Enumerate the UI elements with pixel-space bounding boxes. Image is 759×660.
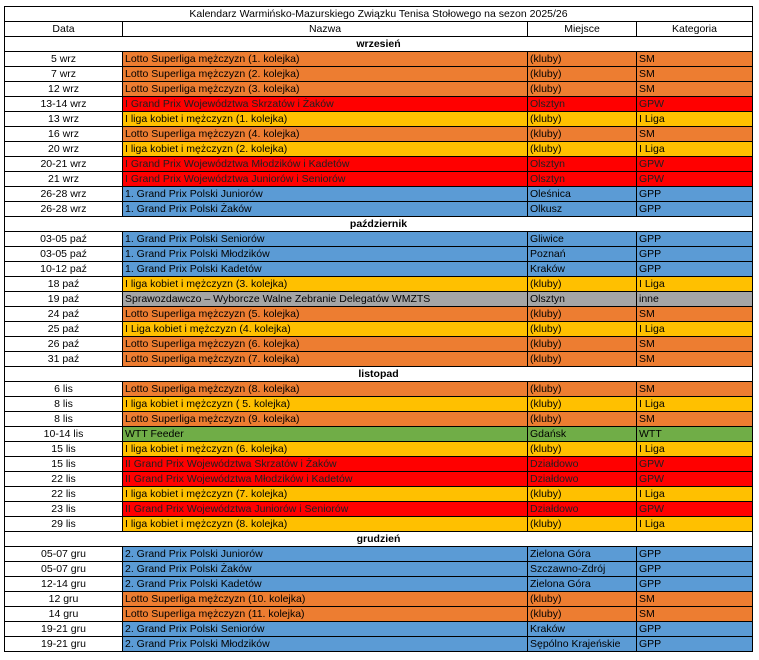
month-header-row bbox=[5, 532, 753, 547]
event-name: 1. Grand Prix Polski Seniorów bbox=[123, 232, 528, 247]
event-category: I Liga bbox=[637, 322, 753, 337]
event-place: (kluby) bbox=[528, 52, 637, 67]
event-place: (kluby) bbox=[528, 307, 637, 322]
event-place: Sępólno Krajeńskie bbox=[528, 637, 637, 652]
event-name: Lotto Superliga mężczyzn (4. kolejka) bbox=[123, 127, 528, 142]
event-name: I liga kobiet i mężczyzn (6. kolejka) bbox=[123, 442, 528, 457]
event-category: I Liga bbox=[637, 397, 753, 412]
calendar-body bbox=[5, 7, 753, 652]
event-category: I Liga bbox=[637, 517, 753, 532]
event-name: I liga kobiet i mężczyzn (3. kolejka) bbox=[123, 277, 528, 292]
event-row bbox=[5, 187, 753, 202]
event-row bbox=[5, 82, 753, 97]
event-place: Zielona Góra bbox=[528, 547, 637, 562]
event-place: (kluby) bbox=[528, 142, 637, 157]
event-name: 1. Grand Prix Polski Juniorów bbox=[123, 187, 528, 202]
event-date: 10-14 lis bbox=[5, 427, 123, 442]
column-header-name: Nazwa bbox=[123, 22, 528, 37]
event-row bbox=[5, 142, 753, 157]
event-name: I liga kobiet i mężczyzn (8. kolejka) bbox=[123, 517, 528, 532]
event-name: I Grand Prix Województwa Skrzatów i Żaków bbox=[123, 97, 528, 112]
event-place: (kluby) bbox=[528, 442, 637, 457]
event-date: 29 lis bbox=[5, 517, 123, 532]
event-name: Lotto Superliga mężczyzn (1. kolejka) bbox=[123, 52, 528, 67]
month-header-row bbox=[5, 37, 753, 52]
event-date: 20 wrz bbox=[5, 142, 123, 157]
event-row bbox=[5, 487, 753, 502]
event-place: (kluby) bbox=[528, 487, 637, 502]
event-category: SM bbox=[637, 352, 753, 367]
event-date: 20-21 wrz bbox=[5, 157, 123, 172]
event-row bbox=[5, 67, 753, 82]
event-row bbox=[5, 307, 753, 322]
event-category: SM bbox=[637, 607, 753, 622]
event-date: 25 paź bbox=[5, 322, 123, 337]
event-name: II Grand Prix Województwa Skrzatów i Żaków bbox=[123, 457, 528, 472]
event-name: I Grand Prix Województwa Młodzików i Kadetów bbox=[123, 157, 528, 172]
event-row bbox=[5, 112, 753, 127]
column-header-place: Miejsce bbox=[528, 22, 637, 37]
event-name: Lotto Superliga mężczyzn (5. kolejka) bbox=[123, 307, 528, 322]
event-date: 24 paź bbox=[5, 307, 123, 322]
event-name: Lotto Superliga mężczyzn (11. kolejka) bbox=[123, 607, 528, 622]
event-row bbox=[5, 382, 753, 397]
event-category: I Liga bbox=[637, 487, 753, 502]
event-row bbox=[5, 637, 753, 652]
event-date: 10-12 paź bbox=[5, 262, 123, 277]
event-row bbox=[5, 277, 753, 292]
event-row bbox=[5, 397, 753, 412]
event-category: GPW bbox=[637, 97, 753, 112]
event-row bbox=[5, 52, 753, 67]
event-name: Lotto Superliga mężczyzn (2. kolejka) bbox=[123, 67, 528, 82]
event-date: 31 paź bbox=[5, 352, 123, 367]
event-category: GPP bbox=[637, 622, 753, 637]
event-row bbox=[5, 502, 753, 517]
event-date: 23 lis bbox=[5, 502, 123, 517]
event-row bbox=[5, 352, 753, 367]
event-category: SM bbox=[637, 337, 753, 352]
event-place: Olkusz bbox=[528, 202, 637, 217]
event-date: 5 wrz bbox=[5, 52, 123, 67]
event-place: (kluby) bbox=[528, 412, 637, 427]
event-place: Działdowo bbox=[528, 457, 637, 472]
event-category: GPP bbox=[637, 637, 753, 652]
event-place: (kluby) bbox=[528, 277, 637, 292]
event-name: Lotto Superliga mężczyzn (9. kolejka) bbox=[123, 412, 528, 427]
event-row bbox=[5, 427, 753, 442]
event-category: I Liga bbox=[637, 277, 753, 292]
event-name: 2. Grand Prix Polski Juniorów bbox=[123, 547, 528, 562]
column-header-date: Data bbox=[5, 22, 123, 37]
event-date: 22 lis bbox=[5, 487, 123, 502]
event-name: 2. Grand Prix Polski Żaków bbox=[123, 562, 528, 577]
event-date: 15 lis bbox=[5, 442, 123, 457]
event-category: GPP bbox=[637, 202, 753, 217]
event-date: 05-07 gru bbox=[5, 547, 123, 562]
event-date: 13 wrz bbox=[5, 112, 123, 127]
column-header-category: Kategoria bbox=[637, 22, 753, 37]
event-date: 16 wrz bbox=[5, 127, 123, 142]
event-place: Olsztyn bbox=[528, 97, 637, 112]
event-row bbox=[5, 607, 753, 622]
event-place: (kluby) bbox=[528, 127, 637, 142]
event-row bbox=[5, 172, 753, 187]
event-date: 19 paź bbox=[5, 292, 123, 307]
event-date: 26-28 wrz bbox=[5, 187, 123, 202]
event-place: Działdowo bbox=[528, 502, 637, 517]
event-name: I Liga kobiet i mężczyzn (4. kolejka) bbox=[123, 322, 528, 337]
event-date: 26-28 wrz bbox=[5, 202, 123, 217]
event-date: 03-05 paź bbox=[5, 232, 123, 247]
event-row bbox=[5, 472, 753, 487]
event-place: Poznań bbox=[528, 247, 637, 262]
event-row bbox=[5, 157, 753, 172]
event-name: I Grand Prix Województwa Juniorów i Seniorów bbox=[123, 172, 528, 187]
event-name: WTT Feeder bbox=[123, 427, 528, 442]
event-date: 6 lis bbox=[5, 382, 123, 397]
event-row bbox=[5, 622, 753, 637]
month-label: listopad bbox=[5, 367, 753, 382]
event-place: (kluby) bbox=[528, 382, 637, 397]
event-name: 1. Grand Prix Polski Żaków bbox=[123, 202, 528, 217]
event-row bbox=[5, 247, 753, 262]
event-place: (kluby) bbox=[528, 67, 637, 82]
event-place: Działdowo bbox=[528, 472, 637, 487]
event-date: 21 wrz bbox=[5, 172, 123, 187]
event-name: I liga kobiet i mężczyzn (7. kolejka) bbox=[123, 487, 528, 502]
event-name: I liga kobiet i mężczyzn (1. kolejka) bbox=[123, 112, 528, 127]
event-name: Lotto Superliga mężczyzn (10. kolejka) bbox=[123, 592, 528, 607]
event-place: (kluby) bbox=[528, 592, 637, 607]
month-label: wrzesień bbox=[5, 37, 753, 52]
event-row bbox=[5, 457, 753, 472]
event-name: Lotto Superliga mężczyzn (3. kolejka) bbox=[123, 82, 528, 97]
event-category: SM bbox=[637, 67, 753, 82]
event-name: Lotto Superliga mężczyzn (8. kolejka) bbox=[123, 382, 528, 397]
event-row bbox=[5, 547, 753, 562]
event-place: Olsztyn bbox=[528, 157, 637, 172]
event-category: inne bbox=[637, 292, 753, 307]
event-name: Lotto Superliga mężczyzn (7. kolejka) bbox=[123, 352, 528, 367]
event-category: GPW bbox=[637, 172, 753, 187]
event-category: GPW bbox=[637, 157, 753, 172]
event-name: 1. Grand Prix Polski Kadetów bbox=[123, 262, 528, 277]
event-row bbox=[5, 97, 753, 112]
event-row bbox=[5, 127, 753, 142]
event-category: I Liga bbox=[637, 442, 753, 457]
event-place: (kluby) bbox=[528, 607, 637, 622]
event-name: 2. Grand Prix Polski Seniorów bbox=[123, 622, 528, 637]
event-date: 8 lis bbox=[5, 397, 123, 412]
event-date: 22 lis bbox=[5, 472, 123, 487]
event-category: SM bbox=[637, 52, 753, 67]
month-label: październik bbox=[5, 217, 753, 232]
event-row bbox=[5, 562, 753, 577]
event-name: I liga kobiet i mężczyzn (2. kolejka) bbox=[123, 142, 528, 157]
event-category: GPP bbox=[637, 562, 753, 577]
event-date: 14 gru bbox=[5, 607, 123, 622]
event-category: SM bbox=[637, 592, 753, 607]
event-place: (kluby) bbox=[528, 352, 637, 367]
event-date: 7 wrz bbox=[5, 67, 123, 82]
event-place: Szczawno-Zdrój bbox=[528, 562, 637, 577]
event-category: GPW bbox=[637, 472, 753, 487]
event-place: Kraków bbox=[528, 622, 637, 637]
event-category: I Liga bbox=[637, 112, 753, 127]
event-row bbox=[5, 442, 753, 457]
month-header-row bbox=[5, 367, 753, 382]
event-category: SM bbox=[637, 127, 753, 142]
header-row bbox=[5, 22, 753, 37]
event-row bbox=[5, 412, 753, 427]
event-category: GPP bbox=[637, 247, 753, 262]
event-place: (kluby) bbox=[528, 397, 637, 412]
event-place: Olsztyn bbox=[528, 292, 637, 307]
event-place: (kluby) bbox=[528, 82, 637, 97]
event-date: 05-07 gru bbox=[5, 562, 123, 577]
event-category: SM bbox=[637, 382, 753, 397]
event-place: Zielona Góra bbox=[528, 577, 637, 592]
event-date: 12 gru bbox=[5, 592, 123, 607]
event-row bbox=[5, 577, 753, 592]
sheet-title: Kalendarz Warmińsko-Mazurskiego Związku Tenisa Stołowego na sezon 2025/26 bbox=[5, 7, 753, 22]
event-place: Kraków bbox=[528, 262, 637, 277]
event-date: 8 lis bbox=[5, 412, 123, 427]
event-place: (kluby) bbox=[528, 517, 637, 532]
event-place: (kluby) bbox=[528, 337, 637, 352]
event-name: 2. Grand Prix Polski Młodzików bbox=[123, 637, 528, 652]
event-date: 18 paź bbox=[5, 277, 123, 292]
event-place: Oleśnica bbox=[528, 187, 637, 202]
event-date: 03-05 paź bbox=[5, 247, 123, 262]
event-date: 15 lis bbox=[5, 457, 123, 472]
event-date: 13-14 wrz bbox=[5, 97, 123, 112]
event-date: 19-21 gru bbox=[5, 637, 123, 652]
event-category: I Liga bbox=[637, 142, 753, 157]
event-date: 12 wrz bbox=[5, 82, 123, 97]
event-name: II Grand Prix Województwa Młodzików i Kadetów bbox=[123, 472, 528, 487]
event-name: 2. Grand Prix Polski Kadetów bbox=[123, 577, 528, 592]
event-date: 12-14 gru bbox=[5, 577, 123, 592]
event-category: SM bbox=[637, 412, 753, 427]
event-row bbox=[5, 202, 753, 217]
month-label: grudzień bbox=[5, 532, 753, 547]
event-name: Sprawozdawczo – Wyborcze Walne Zebranie Delegatów WMZTS bbox=[123, 292, 528, 307]
event-place: (kluby) bbox=[528, 322, 637, 337]
event-category: GPP bbox=[637, 232, 753, 247]
event-row bbox=[5, 292, 753, 307]
title-row bbox=[5, 7, 753, 22]
event-category: GPW bbox=[637, 502, 753, 517]
event-category: SM bbox=[637, 82, 753, 97]
event-name: Lotto Superliga mężczyzn (6. kolejka) bbox=[123, 337, 528, 352]
event-place: Olsztyn bbox=[528, 172, 637, 187]
event-place: Gdańsk bbox=[528, 427, 637, 442]
event-place: (kluby) bbox=[528, 112, 637, 127]
event-category: WTT bbox=[637, 427, 753, 442]
event-name: II Grand Prix Województwa Juniorów i Seniorów bbox=[123, 502, 528, 517]
event-row bbox=[5, 592, 753, 607]
event-category: SM bbox=[637, 307, 753, 322]
calendar-table bbox=[4, 6, 753, 652]
event-row bbox=[5, 322, 753, 337]
event-row bbox=[5, 232, 753, 247]
event-category: GPP bbox=[637, 577, 753, 592]
event-category: GPP bbox=[637, 187, 753, 202]
event-category: GPP bbox=[637, 547, 753, 562]
month-header-row bbox=[5, 217, 753, 232]
event-date: 26 paź bbox=[5, 337, 123, 352]
event-row bbox=[5, 337, 753, 352]
event-place: Gliwice bbox=[528, 232, 637, 247]
event-row bbox=[5, 517, 753, 532]
event-category: GPP bbox=[637, 262, 753, 277]
event-name: 1. Grand Prix Polski Młodzików bbox=[123, 247, 528, 262]
event-date: 19-21 gru bbox=[5, 622, 123, 637]
event-category: GPW bbox=[637, 457, 753, 472]
event-name: I liga kobiet i mężczyzn ( 5. kolejka) bbox=[123, 397, 528, 412]
event-row bbox=[5, 262, 753, 277]
